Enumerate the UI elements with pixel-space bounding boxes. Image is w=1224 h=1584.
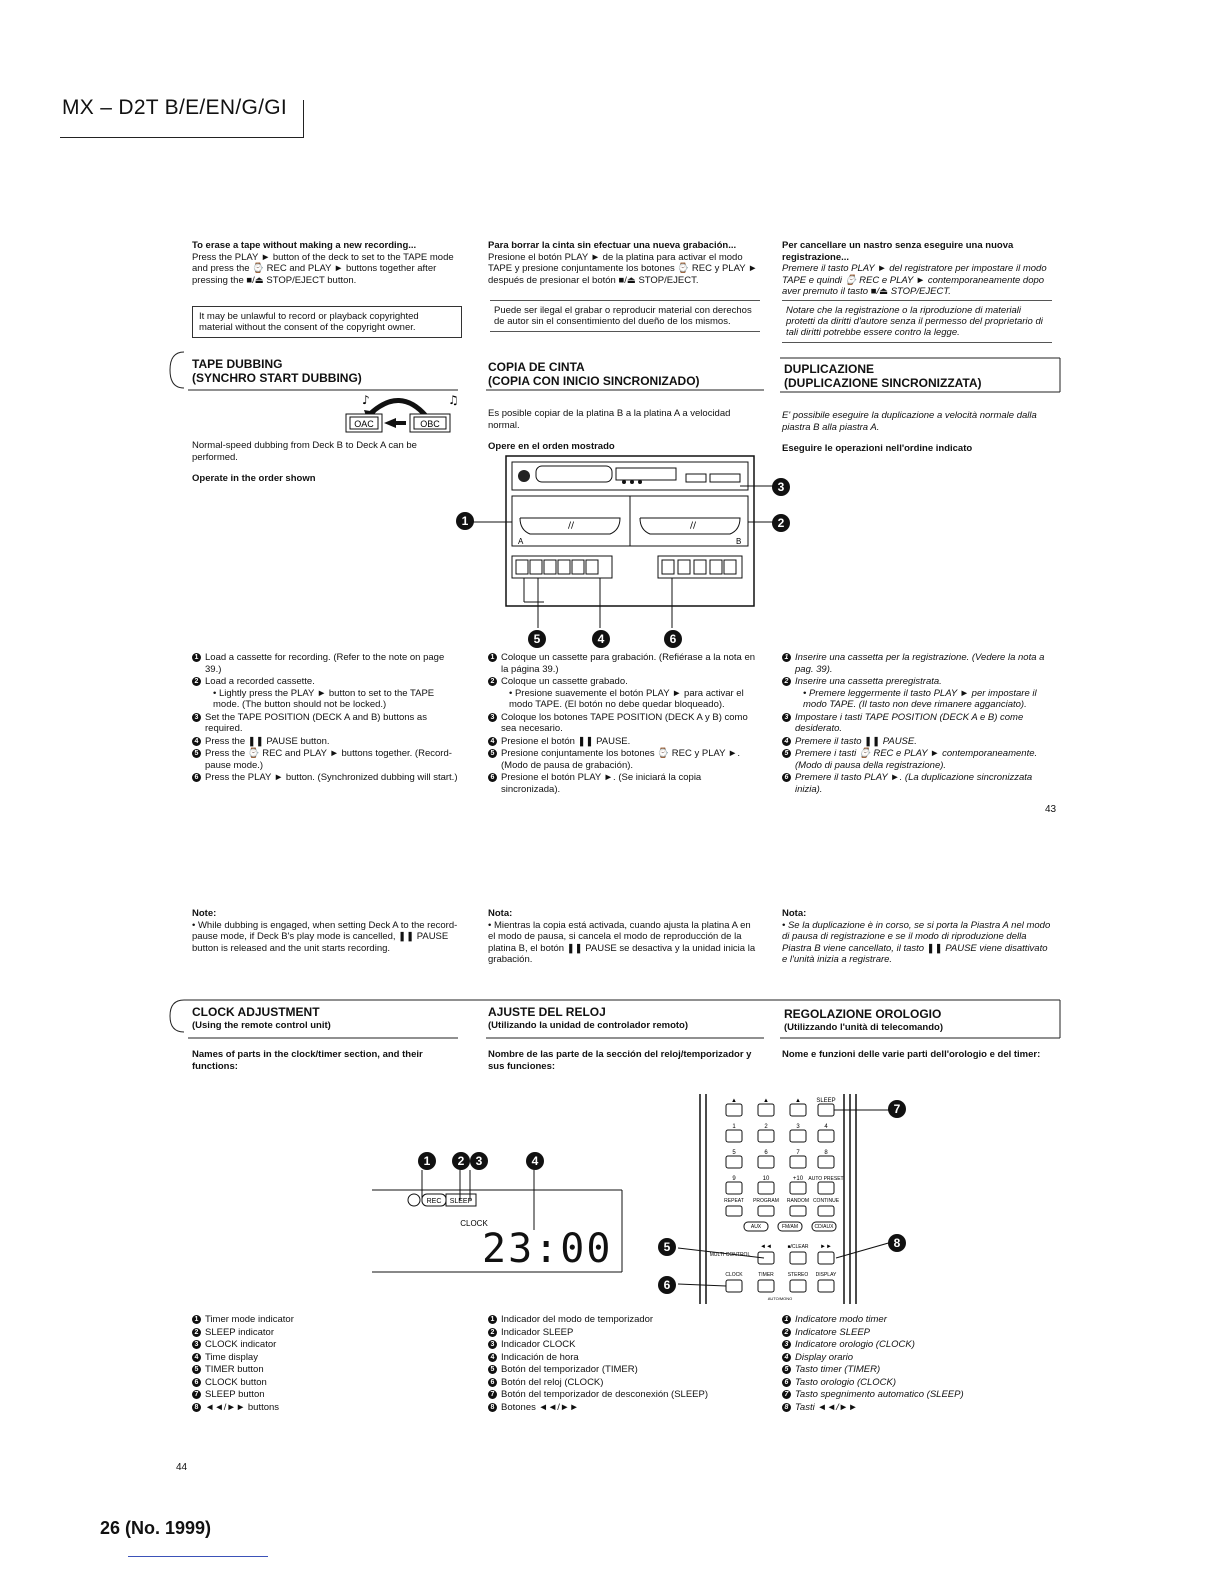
clock-it-intro: Nome e funzioni delle varie parti dell'orologio e del timer:	[782, 1049, 1041, 1060]
parts-number: 5	[488, 1365, 497, 1374]
parts-number: 6	[782, 1378, 791, 1387]
parts-text: TIMER button	[205, 1364, 264, 1375]
parts-number: 1	[488, 1315, 497, 1324]
parts-text: Tasto orologio (CLOCK)	[795, 1376, 897, 1388]
dubbing-it-steps	[782, 652, 1052, 796]
warning-en: It may be unlawful to record or playback copyrighted material without the consent of the copyright owner.	[192, 306, 462, 338]
callout-5-deck: 5	[528, 630, 546, 648]
parts-number: 3	[782, 1340, 791, 1349]
erase-en-title: To erase a tape without making a new recording...	[192, 240, 417, 251]
parts-number: 1	[782, 1315, 791, 1324]
step-number: 1	[192, 653, 201, 662]
clock-es-subtitle: (Utilizando la unidad de controlador remoto)	[488, 1020, 689, 1031]
step-item	[488, 712, 756, 735]
remote-key-label: PROGRAM	[753, 1198, 779, 1204]
step-number: 3	[488, 713, 497, 722]
remote-key-label: ►►	[820, 1244, 832, 1250]
clock-en-title: CLOCK ADJUSTMENT	[192, 1005, 320, 1019]
parts-text: Indicatore modo timer	[795, 1314, 887, 1325]
step-number: 6	[488, 773, 497, 782]
step-number: 5	[488, 749, 497, 758]
step-bullet: • Lightly press the PLAY ► button to set to the TAPE mode. (The button should not be locked.)	[213, 687, 435, 710]
parts-item	[488, 1339, 758, 1351]
dubbing-en-steps	[192, 652, 460, 785]
dubbing-it-title: DUPLICAZIONE	[784, 362, 874, 376]
parts-number: 1	[192, 1315, 201, 1324]
step-number: 2	[782, 677, 791, 686]
parts-item	[782, 1389, 1052, 1401]
step-text: Press the ⌚ REC and PLAY ► buttons together. (Record-pause mode.)	[205, 748, 452, 771]
header-divider	[303, 100, 304, 137]
parts-text: Time display	[205, 1351, 258, 1363]
parts-text: Timer mode indicator	[205, 1314, 294, 1325]
parts-item	[192, 1377, 462, 1389]
callout-3-deck: 3	[772, 478, 790, 496]
remote-key-label: SLEEP	[816, 1098, 836, 1104]
dubbing-it-order: Eseguire le operazioni nell'ordine indicato	[782, 443, 973, 454]
callout-6-deck: 6	[664, 630, 682, 648]
dubbing-en-title: TAPE DUBBING	[192, 357, 283, 371]
parts-text: Tasto timer (TIMER)	[795, 1364, 881, 1375]
step-text: Premere il tasto ❚❚ PAUSE.	[795, 735, 917, 747]
step-number: 1	[488, 653, 497, 662]
parts-text: Indicador CLOCK	[501, 1339, 576, 1350]
footer-rule	[128, 1556, 268, 1557]
lcd-rec: REC	[426, 1198, 442, 1205]
step-number: 2	[192, 677, 201, 686]
dubbing-it-subtitle: (DUPLICAZIONE SINCRONIZZATA)	[784, 376, 982, 390]
svg-text://: //	[568, 521, 575, 531]
clock-it-title: REGOLAZIONE OROLOGIO	[784, 1007, 942, 1021]
step-text: Press the ❚❚ PAUSE button.	[205, 735, 330, 747]
step-text: Coloque un cassette grabado.	[501, 676, 628, 687]
parts-item	[192, 1314, 462, 1326]
page-number-small: 44	[176, 1462, 188, 1473]
clock-en-heading	[192, 1005, 331, 1033]
parts-number: 4	[192, 1353, 201, 1362]
deck-b-label: OBC	[420, 419, 440, 429]
remote-key-label: 2	[764, 1124, 768, 1130]
parts-number: 2	[488, 1328, 497, 1337]
remote-key-label: ▲	[731, 1098, 737, 1104]
parts-item	[488, 1364, 758, 1376]
parts-text: Indicador del modo de temporizador	[501, 1314, 654, 1325]
parts-number: 2	[782, 1328, 791, 1337]
remote-auto-mono: AUTO/MONO	[767, 1296, 793, 1301]
callout-1-deck: 1	[456, 512, 474, 530]
model-title: MX – D2T B/E/EN/G/GI	[62, 96, 288, 119]
parts-text: Botones ◄◄/►►	[501, 1401, 579, 1413]
svg-text://: //	[690, 521, 697, 531]
remote-key-label: RANDOM	[786, 1198, 810, 1204]
callout-5-remote: 5	[658, 1238, 676, 1256]
remote-key-label: ▲	[763, 1098, 769, 1104]
step-text: Presione el botón ❚❚ PAUSE.	[501, 735, 631, 747]
parts-item	[192, 1339, 462, 1351]
step-item	[782, 772, 1052, 795]
parts-number: 3	[192, 1340, 201, 1349]
parts-number: 8	[782, 1403, 791, 1412]
dubbing-en-order: Operate in the order shown	[192, 473, 316, 484]
remote-key-label: ■/CLEAR	[787, 1244, 809, 1250]
step-number: 3	[192, 713, 201, 722]
dubbing-en-subtitle: (SYNCHRO START DUBBING)	[192, 371, 362, 385]
note-it-body: • Se la duplicazione è in corso, se si porta la Piastra A nel modo di pausa di registrazione e se il modo di riproduzione della Piastra B viene cancellato, il tasto ❚❚ PAUSE viene disattivato e l'unità inizia a registrare.	[782, 919, 1051, 965]
page-ref-43: 43	[1045, 804, 1057, 815]
parts-text: Indicatore orologio (CLOCK)	[795, 1339, 915, 1350]
svg-text:♪: ♪	[362, 393, 370, 407]
step-item	[192, 652, 460, 675]
dubbing-en-intro-block	[192, 440, 462, 489]
parts-number: 5	[192, 1365, 201, 1374]
step-item	[192, 772, 460, 784]
parts-number: 8	[488, 1403, 497, 1412]
parts-number: 8	[192, 1403, 201, 1412]
remote-key-label: 6	[764, 1150, 768, 1156]
step-number: 6	[782, 773, 791, 782]
parts-item	[488, 1352, 758, 1364]
dubbing-it-heading	[784, 362, 982, 390]
deck-b-text: B	[736, 537, 742, 546]
header-rule	[60, 137, 304, 138]
remote-key-label: AUTO PRESET	[808, 1176, 844, 1182]
step-text: Coloque un cassette para grabación. (Refiérase a la nota en la página 39.)	[501, 652, 756, 675]
remote-key-label: DISPLAY	[815, 1272, 837, 1278]
clock-it-heading	[784, 1007, 943, 1035]
remote-key-label: 7	[796, 1150, 800, 1156]
step-item	[488, 748, 756, 771]
remote-key-label: CLOCK	[725, 1272, 743, 1278]
remote-key-label: TIMER	[758, 1272, 774, 1278]
remote-key-label: FM/AM	[781, 1224, 799, 1230]
parts-number: 4	[782, 1353, 791, 1362]
erase-en	[192, 240, 462, 290]
parts-number: 2	[192, 1328, 201, 1337]
step-text: Coloque los botones TAPE POSITION (DECK A y B) como sea necesario.	[501, 711, 748, 734]
step-text: Press the PLAY ► button. (Synchronized dubbing will start.)	[205, 772, 458, 783]
warning-it: Notare che la registrazione o la riproduzione di materiali protetti da diritti d'autore senza il permesso del proprietario di tali diritti potrebbe essere contro la legge.	[782, 300, 1052, 343]
step-item	[782, 748, 1052, 771]
note-es	[488, 908, 758, 966]
parts-number: 7	[488, 1390, 497, 1399]
remote-key-label: 3	[796, 1124, 800, 1130]
dubbing-en-intro: Normal-speed dubbing from Deck B to Deck A can be performed.	[192, 440, 417, 463]
erase-es	[488, 240, 758, 290]
parts-item	[192, 1364, 462, 1376]
parts-text: Tasto spegnimento automatico (SLEEP)	[795, 1389, 964, 1400]
step-bullet: • Presione suavemente el botón PLAY ► para activar el modo TAPE. (El botón no debe quedar bloqueado).	[509, 687, 744, 710]
clock-it-parts	[782, 1314, 1052, 1414]
dubbing-es-subtitle: (COPIA CON INICIO SINCRONIZADO)	[488, 374, 700, 388]
step-text: Impostare i tasti TAPE POSITION (DECK A e B) come desiderato.	[795, 711, 1024, 734]
remote-key-label: STEREO	[787, 1272, 809, 1278]
clock-es-title: AJUSTE DEL RELOJ	[488, 1005, 606, 1019]
step-item	[192, 736, 460, 748]
step-number: 4	[488, 737, 497, 746]
remote-key-label: AUX	[750, 1224, 762, 1230]
parts-text: Indicatore SLEEP	[795, 1326, 870, 1338]
remote-key-label: 4	[824, 1124, 828, 1130]
warning-es: Puede ser ilegal el grabar o reproducir material con derechos de autor sin el consentimiento del dueño de los mismos.	[490, 300, 760, 332]
remote-key-label: 9	[732, 1176, 736, 1182]
erase-es-title: Para borrar la cinta sin efectuar una nueva grabación...	[488, 240, 737, 251]
callout-2-deck: 2	[772, 514, 790, 532]
clock-en-subtitle: (Using the remote control unit)	[192, 1020, 331, 1031]
step-number: 6	[192, 773, 201, 782]
note-en-body: • While dubbing is engaged, when setting Deck A to the record-pause mode, if Deck B's play mode is cancelled, ❚❚ PAUSE button is released and the unit starts recording.	[192, 919, 458, 954]
note-en-title: Note:	[192, 908, 217, 919]
parts-item	[488, 1389, 758, 1401]
step-item	[488, 676, 756, 711]
remote-key-label: CD/AUX	[814, 1224, 834, 1230]
erase-it	[782, 240, 1052, 302]
callout-3-lcd: 3	[470, 1152, 488, 1170]
step-item	[192, 748, 460, 771]
remote-key-label: 5	[732, 1150, 736, 1156]
parts-number: 7	[782, 1390, 791, 1399]
step-number: 1	[782, 653, 791, 662]
page-footer: 26 (No. 1999)	[100, 1518, 212, 1538]
parts-number: 5	[782, 1365, 791, 1374]
step-number: 4	[192, 737, 201, 746]
parts-item	[782, 1314, 1052, 1326]
step-bullet: • Premere leggermente il tasto PLAY ► per impostare il modo TAPE. (Il tasto non deve rimanere agganciato).	[803, 687, 1037, 710]
erase-it-body: Premere il tasto PLAY ► del registratore per impostare il modo TAPE e quindi ⌚ REC e PLAY ► contemporaneamente dopo aver premuto il tasto ■/⏏ STOP/EJECT.	[782, 263, 1047, 297]
callout-1-lcd: 1	[418, 1152, 436, 1170]
parts-item	[782, 1377, 1052, 1389]
parts-text: Botón del reloj (CLOCK)	[501, 1376, 604, 1388]
parts-number: 6	[192, 1378, 201, 1387]
step-text: Set the TAPE POSITION (DECK A and B) buttons as required.	[205, 711, 427, 734]
callout-8-remote: 8	[888, 1234, 906, 1252]
step-item	[782, 652, 1052, 675]
svg-text:♫: ♫	[448, 393, 459, 407]
step-item	[782, 712, 1052, 735]
parts-number: 6	[488, 1378, 497, 1387]
dubbing-es-steps	[488, 652, 756, 796]
callout-4-deck: 4	[592, 630, 610, 648]
clock-es-intro: Nombre de las parte de la sección del reloj/temporizador y sus funciones:	[488, 1049, 752, 1072]
step-number: 5	[192, 749, 201, 758]
note-es-title: Nota:	[488, 908, 513, 919]
parts-item	[488, 1327, 758, 1339]
note-en	[192, 908, 462, 954]
parts-text: Indicación de hora	[501, 1351, 579, 1363]
parts-number: 4	[488, 1353, 497, 1362]
cassette-deck-illustration	[460, 452, 800, 652]
clock-en-intro: Names of parts in the clock/timer section, and their functions:	[192, 1049, 423, 1072]
parts-item	[488, 1402, 758, 1414]
lcd-clock: CLOCK	[460, 1219, 488, 1228]
remote-key-label: +10	[792, 1176, 804, 1182]
parts-text: Botón del temporizador (TIMER)	[501, 1364, 638, 1375]
step-text: Inserire una cassetta preregistrata.	[795, 676, 942, 687]
parts-text: Indicador SLEEP	[501, 1326, 574, 1338]
dubbing-en-heading	[192, 357, 362, 385]
step-item	[782, 736, 1052, 748]
step-text: Load a recorded cassette.	[205, 676, 315, 687]
clock-es-heading	[488, 1005, 688, 1033]
step-text: Presione conjuntamente los botones ⌚ REC y PLAY ►. (Modo de pausa de grabación).	[501, 748, 740, 771]
parts-number: 7	[192, 1390, 201, 1399]
step-item	[782, 676, 1052, 711]
remote-key-label: ▲	[795, 1098, 801, 1104]
dubbing-it-intro-block	[782, 410, 1052, 459]
dubbing-es-order: Opere en el orden mostrado	[488, 441, 615, 452]
parts-item	[782, 1402, 1052, 1414]
dubbing-es-heading	[488, 360, 700, 388]
erase-es-body: Presione el botón PLAY ► de la platina para activar el modo TAPE y presione conjuntamente los botones ⌚ REC y PLAY ► después de presionar el botón ■/⏏ STOP/EJECT.	[488, 251, 758, 286]
parts-text: SLEEP button	[205, 1389, 265, 1400]
step-text: Load a cassette for recording. (Refer to the note on page 39.)	[205, 652, 445, 675]
parts-text: Tasti ◄◄/►►	[795, 1401, 858, 1413]
callout-2-lcd: 2	[452, 1152, 470, 1170]
remote-control-illustration	[660, 1094, 900, 1306]
parts-item	[488, 1314, 758, 1326]
dubbing-es-intro-block	[488, 408, 758, 457]
step-number: 3	[782, 713, 791, 722]
parts-item	[192, 1352, 462, 1364]
step-item	[192, 712, 460, 735]
step-item	[488, 652, 756, 675]
step-text: Presione el botón PLAY ►. (Se iniciará la copia sincronizada).	[501, 772, 702, 795]
lcd-time-display: 23:00	[482, 1226, 613, 1272]
dubbing-es-intro: Es posible copiar de la platina B a la platina A a velocidad normal.	[488, 408, 731, 431]
callout-6-remote: 6	[658, 1276, 676, 1294]
step-item	[192, 676, 460, 711]
callout-4-lcd: 4	[526, 1152, 544, 1170]
clock-it-subtitle: (Utilizzando l'unità di telecomando)	[784, 1022, 944, 1033]
remote-key-label: MULTI CONTROL	[709, 1252, 751, 1258]
parts-item	[782, 1352, 1052, 1364]
lcd-sleep: SLEEP	[449, 1198, 473, 1205]
step-text: Premere i tasti ⌚ REC e PLAY ► contemporaneamente. (Modo di pausa della registrazione).	[795, 748, 1038, 771]
parts-item	[192, 1389, 462, 1401]
parts-text: CLOCK indicator	[205, 1339, 277, 1350]
erase-en-body: Press the PLAY ► button of the deck to set to the TAPE mode and press the ⌚ REC and PLAY ► buttons together after pressing the ■/⏏ STOP/EJECT button.	[192, 251, 454, 286]
step-number: 2	[488, 677, 497, 686]
remote-key-label: 10	[762, 1176, 770, 1182]
clock-es-parts	[488, 1314, 758, 1414]
parts-item	[192, 1402, 462, 1414]
parts-text: Botón del temporizador de desconexión (SLEEP)	[501, 1389, 709, 1400]
parts-item	[192, 1327, 462, 1339]
remote-key-label: REPEAT	[724, 1198, 744, 1204]
erase-it-title: Per cancellare un nastro senza eseguire una nuova registrazione...	[782, 240, 1014, 263]
remote-key-label: ◄◄	[760, 1244, 772, 1250]
step-number: 4	[782, 737, 791, 746]
parts-text: ◄◄/►► buttons	[205, 1401, 280, 1413]
parts-item	[782, 1339, 1052, 1351]
note-es-body: • Mientras la copia está activada, cuando ajusta la platina A en el modo de pausa, si cancela el modo de reproducción de la platina B, el botón ❚❚ PAUSE se desactiva y la unidad inicia la grabación.	[488, 919, 756, 965]
step-text: Premere il tasto PLAY ►. (La duplicazione sincronizzata inizia).	[795, 772, 1033, 795]
parts-number: 3	[488, 1340, 497, 1349]
dubbing-es-title: COPIA DE CINTA	[488, 360, 585, 374]
remote-key-label: CONTINUE	[812, 1198, 840, 1204]
parts-item	[782, 1327, 1052, 1339]
clock-en-parts	[192, 1314, 462, 1414]
deck-a-label: OAC	[354, 419, 374, 429]
parts-text: Display orario	[795, 1351, 854, 1363]
step-item	[488, 736, 756, 748]
parts-text: CLOCK button	[205, 1376, 267, 1388]
dubbing-it-intro: E' possibile eseguire la duplicazione a velocità normale dalla piastra B alla piastra A.	[782, 410, 1037, 433]
remote-key-label: 1	[732, 1124, 736, 1130]
step-text: Inserire una cassetta per la registrazione. (Vedere la nota a pag. 39).	[795, 652, 1045, 675]
dubbing-illustration	[340, 386, 470, 436]
note-it	[782, 908, 1052, 966]
step-item	[488, 772, 756, 795]
parts-item	[488, 1377, 758, 1389]
step-number: 5	[782, 749, 791, 758]
parts-text: SLEEP indicator	[205, 1326, 275, 1338]
parts-item	[782, 1364, 1052, 1376]
remote-key-label: 8	[824, 1150, 828, 1156]
deck-a-text: A	[518, 537, 524, 546]
callout-7-remote: 7	[888, 1100, 906, 1118]
note-it-title: Nota:	[782, 908, 807, 919]
